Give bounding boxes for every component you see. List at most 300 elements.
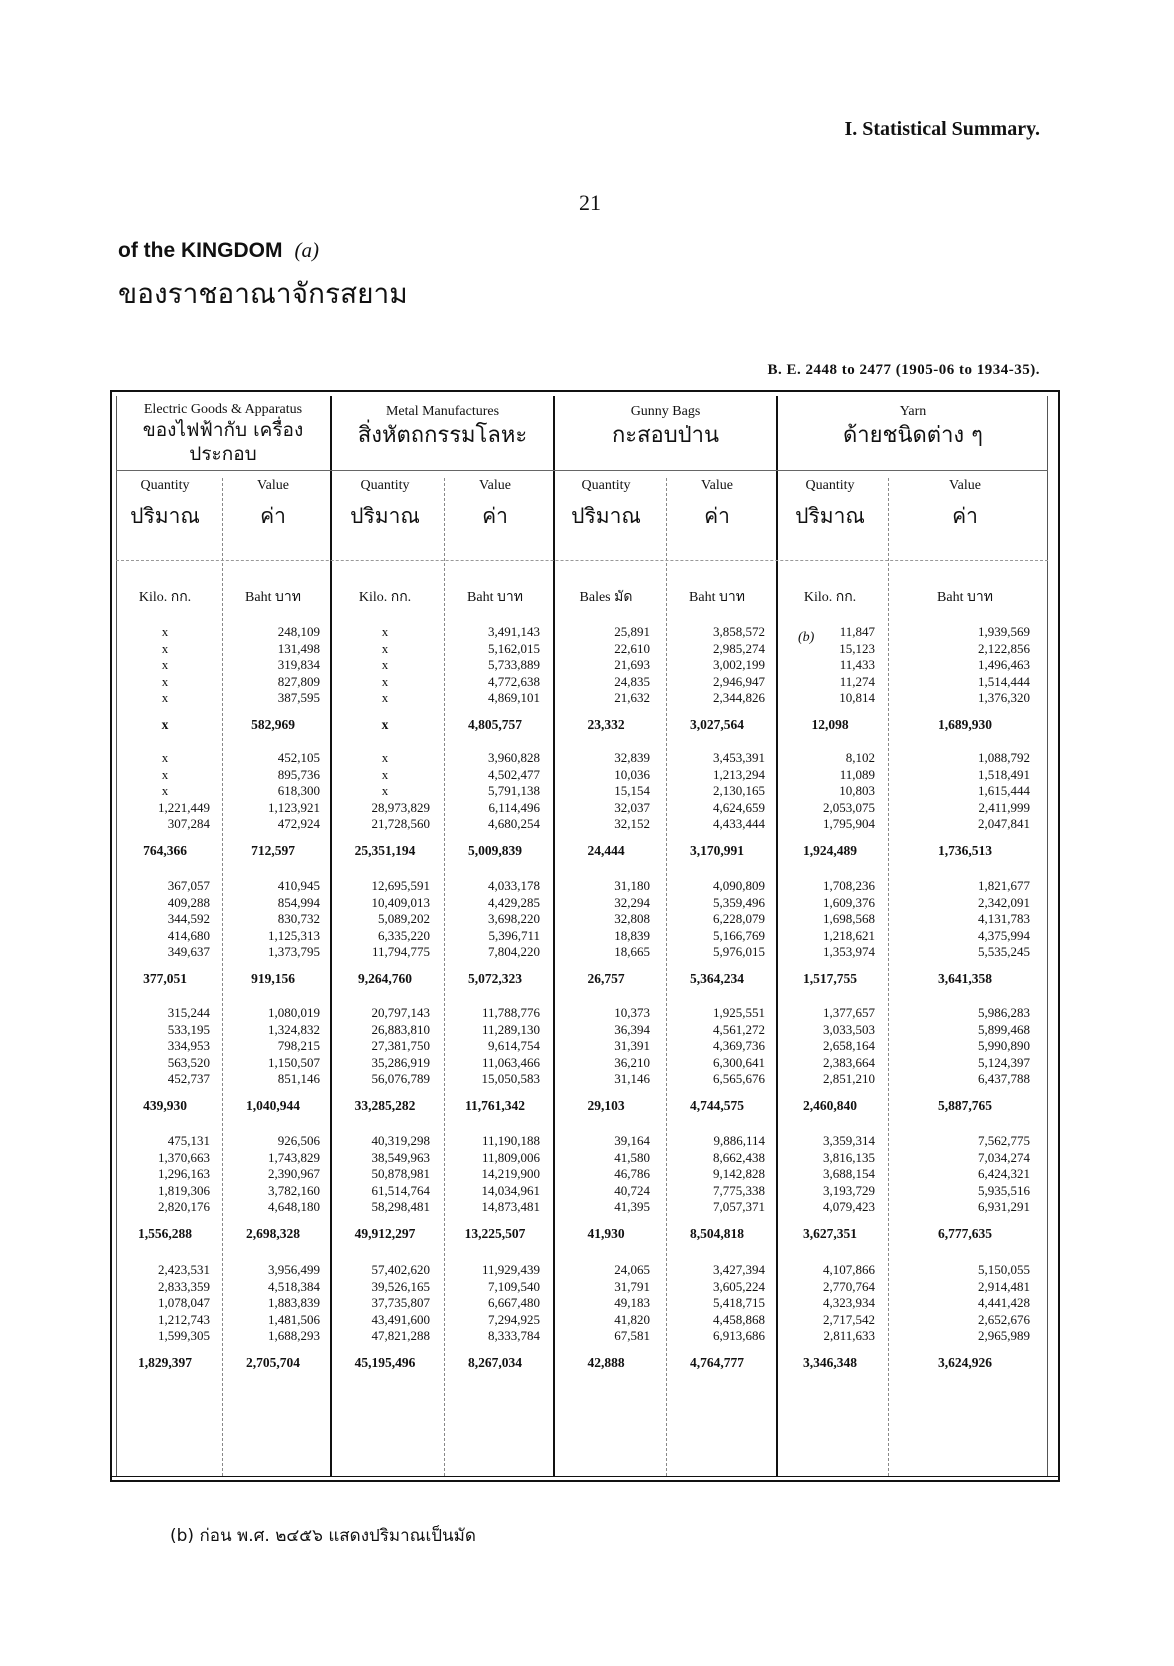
table-cell-electric-value: 798,215 (277, 1038, 320, 1054)
table-cell-yarn-quantity: 2,811,633 (823, 1328, 875, 1344)
table-cell-gunny-quantity: 31,391 (614, 1038, 650, 1054)
table-cell-metal-quantity: x (381, 766, 389, 782)
unit-label-metal-value: Baht บาท (467, 590, 523, 605)
subheader-th: ค่า (260, 504, 286, 528)
table-cell-yarn-quantity: 10,814 (839, 690, 875, 706)
unit-label-electric-quantity: Kilo. กก. (138, 590, 192, 605)
table-total-yarn-quantity: 1,517,755 (803, 971, 857, 986)
subheader-gunny-value (657, 478, 777, 533)
table-cell-electric-quantity: x (161, 673, 169, 689)
table-cell-gunny-quantity: 32,152 (614, 816, 650, 832)
table-cell-electric-quantity: 414,680 (167, 927, 210, 943)
table-cell-yarn-value: 4,375,994 (978, 927, 1030, 943)
table-cell-gunny-quantity: 24,065 (614, 1262, 650, 1277)
table-cell-electric-quantity: 315,244 (167, 1005, 210, 1020)
table-cell-yarn-quantity: 11,847 (839, 624, 875, 639)
table-cell-yarn-quantity: 4,079,423 (823, 1199, 875, 1215)
table-cell-gunny-value: 2,130,165 (713, 783, 765, 799)
table-cell-gunny-quantity: 31,146 (614, 1071, 650, 1087)
table-total-electric-quantity: x (161, 717, 169, 732)
table-cell-yarn-quantity: 4,323,934 (823, 1295, 875, 1311)
table-total-gunny-quantity: 41,930 (587, 1226, 625, 1241)
table-cell-metal-value: 15,050,583 (481, 1071, 540, 1087)
table-total-metal-quantity: 45,195,496 (354, 1355, 416, 1370)
table-cell-electric-value: 2,390,967 (268, 1166, 320, 1182)
table-cell-electric-quantity: 1,819,306 (158, 1182, 210, 1198)
subheader-metal-quantity (325, 478, 445, 533)
table-cell-electric-value: 131,498 (277, 640, 320, 656)
table-cell-yarn-quantity: 2,717,542 (823, 1311, 875, 1327)
table-cell-gunny-quantity: 21,632 (614, 690, 650, 706)
table-cell-metal-value: 11,063,466 (481, 1054, 540, 1070)
table-cell-electric-quantity: 452,737 (167, 1071, 210, 1087)
table-cell-gunny-value: 5,418,715 (713, 1295, 765, 1311)
table-cell-metal-value: 3,960,828 (488, 750, 540, 765)
table-total-electric-value: 919,156 (251, 971, 295, 986)
table-cell-yarn-value: 1,615,444 (978, 783, 1030, 799)
group-title-th: สิ่งหัตถกรรมโลหะ (357, 423, 528, 448)
table-cell-yarn-quantity: 2,851,210 (823, 1071, 875, 1087)
table-cell-gunny-quantity: 49,183 (614, 1295, 650, 1311)
subheader-yarn-quantity (770, 478, 890, 533)
table-bottom-rule (110, 1476, 1060, 1482)
table-cell-gunny-value: 3,858,572 (713, 624, 765, 639)
table-cell-gunny-value: 9,886,114 (713, 1133, 765, 1148)
table-cell-yarn-quantity: 2,770,764 (823, 1278, 875, 1294)
table-total-gunny-value: 5,364,234 (690, 971, 744, 986)
table-cell-metal-value: 4,869,101 (488, 690, 540, 706)
table-total-metal-value: 5,009,839 (468, 843, 522, 858)
table-total-metal-value: 8,267,034 (468, 1355, 522, 1370)
table-cell-electric-value: 1,080,019 (268, 1005, 320, 1020)
table-cell-gunny-quantity: 41,580 (614, 1149, 650, 1165)
table-cell-yarn-quantity: 2,383,664 (823, 1054, 875, 1070)
table-cell-yarn-quantity: 8,102 (845, 750, 875, 765)
table-cell-metal-value: 11,809,006 (481, 1149, 540, 1165)
table-cell-gunny-quantity: 32,808 (614, 911, 650, 927)
page-number: 21 (579, 190, 601, 215)
table-cell-electric-value: 854,994 (277, 894, 320, 910)
subheader-en: Quantity (360, 478, 410, 493)
table-total-gunny-value: 8,504,818 (690, 1226, 744, 1241)
table-cell-gunny-value: 4,624,659 (713, 799, 765, 815)
group-title-th: กะสอบป่าน (611, 423, 720, 448)
subheader-th: ค่า (482, 504, 508, 528)
table-total-gunny-value: 3,170,991 (690, 843, 744, 858)
table-cell-metal-quantity: 21,728,560 (371, 816, 430, 832)
table-total-electric-quantity: 377,051 (143, 971, 187, 986)
subheader-en: Quantity (805, 478, 855, 493)
table-cell-electric-value: 1,150,507 (268, 1054, 320, 1070)
table-total-gunny-quantity: 29,103 (587, 1098, 625, 1113)
table-cell-metal-value: 3,491,143 (488, 624, 540, 639)
table-cell-yarn-value: 5,535,245 (978, 944, 1030, 960)
table-total-metal-quantity: 49,912,297 (354, 1226, 416, 1241)
table-cell-gunny-value: 1,925,551 (713, 1005, 765, 1020)
table-cell-electric-value: 618,300 (277, 783, 320, 799)
table-cell-yarn-quantity: 3,193,729 (823, 1182, 875, 1198)
table-cell-yarn-value: 7,034,274 (978, 1149, 1030, 1165)
table-cell-metal-quantity: x (381, 673, 389, 689)
table-cell-gunny-quantity: 40,724 (614, 1182, 650, 1198)
table-cell-metal-quantity: 26,883,810 (371, 1021, 430, 1037)
table-cell-yarn-value: 5,899,468 (978, 1021, 1030, 1037)
table-cell-electric-value: 830,732 (277, 911, 320, 927)
table-cell-electric-value: 248,109 (277, 624, 320, 639)
table-cell-gunny-quantity: 10,036 (614, 766, 650, 782)
table-cell-metal-quantity: 28,973,829 (371, 799, 430, 815)
table-cell-gunny-quantity: 15,154 (614, 783, 650, 799)
table-cell-metal-quantity: 40,319,298 (371, 1133, 430, 1148)
table-cell-metal-quantity: 20,797,143 (371, 1005, 430, 1020)
table-total-electric-quantity: 1,556,288 (138, 1226, 192, 1241)
subheader-en: Quantity (140, 478, 190, 493)
table-cell-metal-value: 4,033,178 (488, 878, 540, 893)
table-cell-gunny-quantity: 32,037 (614, 799, 650, 815)
table-total-metal-value: 4,805,757 (468, 717, 522, 732)
table-cell-yarn-value: 2,342,091 (978, 894, 1030, 910)
table-cell-yarn-value: 6,931,291 (978, 1199, 1030, 1215)
table-cell-gunny-value: 7,775,338 (713, 1182, 765, 1198)
title-text: of the KINGDOM (118, 239, 283, 262)
table-cell-metal-quantity: 50,878,981 (371, 1166, 430, 1182)
table-cell-metal-quantity: 6,335,220 (378, 927, 430, 943)
table-cell-gunny-quantity: 32,294 (614, 894, 650, 910)
table-total-metal-quantity: 33,285,282 (354, 1098, 416, 1113)
table-cell-yarn-value: 1,518,491 (978, 766, 1030, 782)
table-total-electric-quantity: 1,829,397 (138, 1355, 192, 1370)
table-cell-gunny-quantity: 31,791 (614, 1278, 650, 1294)
table-total-metal-quantity: 9,264,760 (358, 971, 412, 986)
table-cell-electric-quantity: 1,370,663 (158, 1149, 210, 1165)
table-cell-metal-value: 4,680,254 (488, 816, 540, 832)
table-cell-electric-quantity: x (161, 640, 169, 656)
table-cell-metal-quantity: x (381, 640, 389, 656)
table-cell-yarn-value: 1,088,792 (978, 750, 1030, 765)
table-cell-metal-quantity: 11,794,775 (371, 944, 430, 960)
table-cell-gunny-value: 8,662,438 (713, 1149, 765, 1165)
table-cell-gunny-quantity: 18,665 (614, 944, 650, 960)
table-cell-gunny-quantity: 10,373 (614, 1005, 650, 1020)
group-title-en: Gunny Bags (630, 404, 701, 419)
table-cell-electric-quantity: x (161, 657, 169, 673)
table-cell-electric-quantity: 1,221,449 (158, 799, 210, 815)
table-cell-electric-quantity: x (161, 624, 169, 639)
table-cell-metal-quantity: x (381, 690, 389, 706)
title-note: (a) (294, 238, 319, 262)
table-cell-yarn-quantity: 10,803 (839, 783, 875, 799)
table-cell-yarn-value: 2,047,841 (978, 816, 1030, 832)
table-cell-metal-quantity: 5,089,202 (378, 911, 430, 927)
group-title-th: ด้ายชนิดต่าง ๆ (843, 423, 983, 448)
table-cell-yarn-value: 2,914,481 (978, 1278, 1030, 1294)
table-cell-gunny-quantity: 46,786 (614, 1166, 650, 1182)
table-cell-metal-value: 4,502,477 (488, 766, 540, 782)
table-cell-metal-quantity: 27,381,750 (371, 1038, 430, 1054)
table-total-yarn-value: 1,689,930 (938, 717, 992, 732)
subheader-yarn-value (905, 478, 1025, 533)
table-cell-yarn-quantity: 3,033,503 (823, 1021, 875, 1037)
table-cell-gunny-value: 4,458,868 (713, 1311, 765, 1327)
table-total-electric-value: 1,040,944 (246, 1098, 300, 1113)
table-cell-yarn-quantity: 1,218,621 (823, 927, 875, 943)
table-total-electric-value: 712,597 (251, 843, 295, 858)
table-total-electric-quantity: 439,930 (143, 1098, 187, 1113)
table-cell-metal-value: 7,804,220 (488, 944, 540, 960)
group-header-electric (116, 402, 330, 466)
page-title-en (118, 238, 319, 263)
table-cell-yarn-quantity: 2,053,075 (823, 799, 875, 815)
table-cell-metal-value: 9,614,754 (488, 1038, 540, 1054)
table-cell-gunny-value: 3,605,224 (713, 1278, 765, 1294)
group-title-th: ของไฟฟ้ากับ เครื่องประกอบ (142, 419, 304, 465)
table-cell-electric-value: 1,481,506 (268, 1311, 320, 1327)
table-cell-yarn-quantity: 11,433 (839, 657, 875, 673)
table-total-gunny-quantity: 42,888 (587, 1355, 625, 1370)
table-cell-metal-value: 5,791,138 (488, 783, 540, 799)
table-cell-metal-value: 14,034,961 (481, 1182, 540, 1198)
table-cell-electric-value: 319,834 (277, 657, 320, 673)
table-cell-metal-quantity: 47,821,288 (371, 1328, 430, 1344)
table-cell-yarn-value: 5,150,055 (978, 1262, 1030, 1277)
table-cell-yarn-value: 7,562,775 (978, 1133, 1030, 1148)
table-total-electric-quantity: 764,366 (143, 843, 187, 858)
table-cell-yarn-quantity: 4,107,866 (823, 1262, 875, 1277)
subheader-en: Quantity (581, 478, 631, 493)
unit-label-electric-value: Baht บาท (245, 590, 301, 605)
table-total-yarn-value: 1,736,513 (938, 843, 992, 858)
table-cell-gunny-value: 3,453,391 (713, 750, 765, 765)
table-cell-yarn-value: 1,376,320 (978, 690, 1030, 706)
unit-label-gunny-value: Baht บาท (689, 590, 745, 605)
table-cell-metal-quantity: 37,735,807 (371, 1295, 430, 1311)
table-cell-yarn-quantity: 15,123 (839, 640, 875, 656)
table-cell-metal-quantity: 56,076,789 (371, 1071, 430, 1087)
table-cell-gunny-value: 2,946,947 (713, 673, 765, 689)
table-cell-electric-quantity: 1,078,047 (158, 1295, 210, 1311)
table-cell-yarn-value: 2,652,676 (978, 1311, 1030, 1327)
table-cell-gunny-quantity: 25,891 (614, 624, 650, 639)
subheader-th: ปริมาณ (130, 504, 200, 528)
subheader-metal-value (435, 478, 555, 533)
table-cell-electric-quantity: 367,057 (167, 878, 210, 893)
group-header-metal (332, 404, 553, 448)
table-cell-metal-value: 11,788,776 (481, 1005, 540, 1020)
unit-label-metal-quantity: Kilo. กก. (358, 590, 412, 605)
table-cell-yarn-value: 1,939,569 (978, 624, 1030, 639)
subheader-th: ปริมาณ (350, 504, 420, 528)
table-cell-metal-quantity: x (381, 783, 389, 799)
table-cell-yarn-value: 2,411,999 (978, 799, 1030, 815)
footnote-marker: (b) (798, 630, 815, 645)
group-header-gunny (555, 404, 776, 448)
table-cell-electric-quantity: 563,520 (167, 1054, 210, 1070)
table-cell-yarn-quantity: 3,688,154 (823, 1166, 875, 1182)
table-cell-metal-quantity: 39,526,165 (371, 1278, 430, 1294)
table-cell-yarn-quantity: 1,353,974 (823, 944, 875, 960)
unit-label-gunny-quantity: Bales มัด (579, 590, 633, 605)
table-cell-yarn-quantity: 3,816,135 (823, 1149, 875, 1165)
table-total-yarn-value: 5,887,765 (938, 1098, 992, 1113)
subheader-rule (116, 560, 1048, 561)
subheader-gunny-quantity (546, 478, 666, 533)
table-cell-yarn-quantity: 3,359,314 (823, 1133, 875, 1148)
subheader-en: Value (701, 478, 733, 493)
table-cell-yarn-quantity: 11,274 (839, 673, 875, 689)
table-cell-metal-value: 7,294,925 (488, 1311, 540, 1327)
table-cell-yarn-quantity: 1,609,376 (823, 894, 875, 910)
table-cell-electric-value: 4,648,180 (268, 1199, 320, 1215)
table-cell-gunny-quantity: 31,180 (614, 878, 650, 893)
table-total-yarn-quantity: 3,627,351 (803, 1226, 857, 1241)
table-cell-metal-quantity: 35,286,919 (371, 1054, 430, 1070)
subheader-th: ค่า (704, 504, 730, 528)
table-total-electric-value: 582,969 (251, 717, 295, 732)
table-total-yarn-quantity: 12,098 (811, 717, 849, 732)
table-cell-gunny-quantity: 18,839 (614, 927, 650, 943)
table-total-yarn-quantity: 2,460,840 (803, 1098, 857, 1113)
table-cell-gunny-value: 4,090,809 (713, 878, 765, 893)
table-total-metal-value: 5,072,323 (468, 971, 522, 986)
subheader-en: Value (949, 478, 981, 493)
period-caption: B. E. 2448 to 2477 (1905-06 to 1934-35). (767, 362, 1040, 378)
table-cell-metal-value: 4,772,638 (488, 673, 540, 689)
table-cell-electric-value: 1,743,829 (268, 1149, 320, 1165)
table-total-gunny-quantity: 23,332 (587, 717, 625, 732)
table-total-yarn-value: 3,641,358 (938, 971, 992, 986)
table-cell-metal-value: 11,929,439 (481, 1262, 540, 1277)
column-divider (888, 478, 889, 1476)
table-cell-yarn-quantity: 1,698,568 (823, 911, 875, 927)
header-rule (116, 470, 1048, 471)
table-cell-metal-quantity: 10,409,013 (371, 894, 430, 910)
group-title-en: Electric Goods & Apparatus (143, 402, 303, 417)
table-cell-gunny-quantity: 32,839 (614, 750, 650, 765)
table-cell-yarn-value: 5,990,890 (978, 1038, 1030, 1054)
table-cell-yarn-value: 6,424,321 (978, 1166, 1030, 1182)
table-cell-yarn-quantity: 2,658,164 (823, 1038, 875, 1054)
table-cell-yarn-value: 4,131,783 (978, 911, 1030, 927)
table-cell-yarn-quantity: 1,708,236 (823, 878, 875, 893)
table-cell-yarn-value: 1,514,444 (978, 673, 1030, 689)
table-total-yarn-quantity: 1,924,489 (803, 843, 857, 858)
table-cell-gunny-value: 5,976,015 (713, 944, 765, 960)
table-cell-electric-quantity: 1,599,305 (158, 1328, 210, 1344)
table-cell-metal-value: 5,162,015 (488, 640, 540, 656)
table-cell-metal-value: 5,733,889 (488, 657, 540, 673)
table-cell-gunny-value: 4,561,272 (713, 1021, 765, 1037)
subheader-en: Value (479, 478, 511, 493)
table-cell-gunny-value: 3,427,394 (713, 1262, 765, 1277)
table-cell-yarn-value: 4,441,428 (978, 1295, 1030, 1311)
table-cell-metal-value: 7,109,540 (488, 1278, 540, 1294)
table-cell-electric-value: 1,373,795 (268, 944, 320, 960)
table-cell-gunny-value: 6,228,079 (713, 911, 765, 927)
table-cell-metal-value: 14,219,900 (481, 1166, 540, 1182)
table-total-metal-quantity: 25,351,194 (354, 843, 416, 858)
section-header: I. Statistical Summary. (844, 118, 1040, 140)
table-cell-electric-quantity: 1,296,163 (158, 1166, 210, 1182)
table-cell-gunny-quantity: 36,210 (614, 1054, 650, 1070)
table-total-gunny-quantity: 24,444 (587, 843, 625, 858)
table-cell-metal-value: 6,114,496 (488, 799, 540, 815)
table-cell-metal-quantity: 57,402,620 (371, 1262, 430, 1277)
table-cell-electric-value: 410,945 (277, 878, 320, 893)
table-cell-electric-value: 926,506 (277, 1133, 320, 1148)
table-cell-electric-quantity: 2,423,531 (158, 1262, 210, 1277)
table-cell-yarn-quantity: 1,377,657 (823, 1005, 875, 1020)
table-cell-electric-quantity: x (161, 783, 169, 799)
table-cell-metal-value: 11,289,130 (481, 1021, 540, 1037)
table-cell-gunny-value: 4,369,736 (713, 1038, 765, 1054)
table-cell-metal-value: 3,698,220 (488, 911, 540, 927)
table-cell-electric-value: 851,146 (277, 1071, 320, 1087)
table-cell-metal-quantity: 58,298,481 (371, 1199, 430, 1215)
table-cell-gunny-value: 2,985,274 (713, 640, 765, 656)
table-cell-electric-value: 1,123,921 (268, 799, 320, 815)
table-cell-yarn-quantity: 11,089 (839, 766, 875, 782)
table-cell-electric-quantity: 2,833,359 (158, 1278, 210, 1294)
table-cell-yarn-value: 2,965,989 (978, 1328, 1030, 1344)
table-total-metal-value: 13,225,507 (464, 1226, 526, 1241)
table-total-metal-quantity: x (381, 717, 389, 732)
table-cell-gunny-value: 5,359,496 (713, 894, 765, 910)
table-cell-yarn-value: 1,496,463 (978, 657, 1030, 673)
table-cell-electric-quantity: 334,953 (167, 1038, 210, 1054)
table-cell-gunny-quantity: 67,581 (614, 1328, 650, 1344)
table-total-yarn-quantity: 3,346,348 (803, 1355, 857, 1370)
subheader-th: ค่า (952, 504, 978, 528)
table-cell-gunny-quantity: 41,395 (614, 1199, 650, 1215)
table-cell-gunny-value: 1,213,294 (713, 766, 765, 782)
table-total-metal-value: 11,761,342 (464, 1098, 525, 1113)
table-total-gunny-value: 4,764,777 (690, 1355, 744, 1370)
subheader-en: Value (257, 478, 289, 493)
table-total-gunny-value: 3,027,564 (690, 717, 744, 732)
page-title-th: ของราชอาณาจักรสยาม (118, 277, 408, 310)
table-cell-electric-value: 1,125,313 (268, 927, 320, 943)
table-cell-electric-value: 895,736 (277, 766, 320, 782)
table-cell-gunny-quantity: 21,693 (614, 657, 650, 673)
unit-label-yarn-value: Baht บาท (937, 590, 993, 605)
table-total-electric-value: 2,705,704 (246, 1355, 300, 1370)
table-cell-metal-value: 11,190,188 (481, 1133, 540, 1148)
table-cell-yarn-value: 5,935,516 (978, 1182, 1030, 1198)
table-cell-gunny-value: 4,433,444 (713, 816, 765, 832)
table-cell-gunny-value: 5,166,769 (713, 927, 765, 943)
table-cell-electric-quantity: 475,131 (167, 1133, 210, 1148)
table-total-gunny-value: 4,744,575 (690, 1098, 744, 1113)
table-cell-gunny-value: 3,002,199 (713, 657, 765, 673)
table-cell-electric-quantity: x (161, 690, 169, 706)
subheader-th: ปริมาณ (795, 504, 865, 528)
table-cell-metal-value: 14,873,481 (481, 1199, 540, 1215)
table-cell-electric-value: 827,809 (277, 673, 320, 689)
table-cell-electric-value: 1,883,839 (268, 1295, 320, 1311)
subheader-electric-value (213, 478, 333, 533)
group-header-yarn (778, 404, 1048, 448)
table-cell-metal-quantity: 12,695,591 (371, 878, 430, 893)
table-cell-electric-value: 387,595 (277, 690, 320, 706)
table-cell-gunny-quantity: 22,610 (614, 640, 650, 656)
table-cell-electric-quantity: 409,288 (167, 894, 210, 910)
group-title-en: Metal Manufactures (385, 404, 500, 419)
unit-label-yarn-quantity: Kilo. กก. (803, 590, 857, 605)
table-cell-gunny-value: 2,344,826 (713, 690, 765, 706)
table-cell-electric-quantity: 307,284 (167, 816, 210, 832)
table-cell-electric-value: 452,105 (277, 750, 320, 765)
table-total-electric-value: 2,698,328 (246, 1226, 300, 1241)
